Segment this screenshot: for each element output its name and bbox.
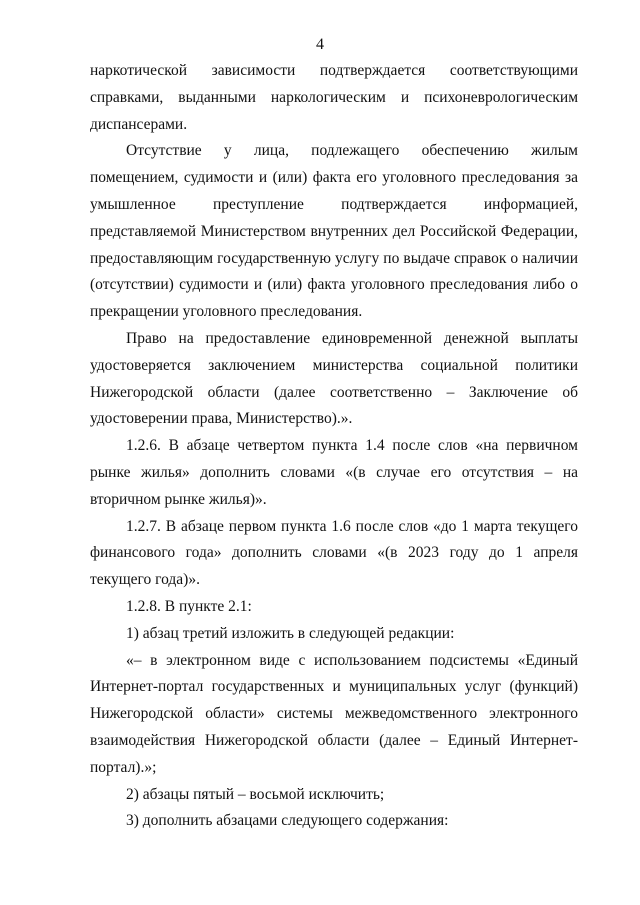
paragraph-criminal-record: Отсутствие у лица, подлежащего обеспечению жилым помещением, судимости и (или) факта его уголовного преследования за умышленное преступление подтверждается информацией, представляемой Министерством внутренних дел Российской Федерации, предоставляющим государственную услугу по выдаче справок о наличии (отсутствии) судимости и (или) факта уголовного преследования либо о прекращении уголовного преследования. xyxy=(90,142,578,321)
paragraph-item-1: 1) абзац третий изложить в следующей редакции: xyxy=(126,624,455,642)
paragraph-item-2: 2) абзацы пятый – восьмой исключить; xyxy=(126,785,385,803)
paragraph-1-2-7: 1.2.7. В абзаце первом пункта 1.6 после слов «до 1 марта текущего финансового года» дополнить словами «(в 2023 году до 1 апреля текущего года)». xyxy=(90,517,578,589)
paragraph-item-3: 3) дополнить абзацами следующего содержания: xyxy=(126,812,449,830)
paragraph-1-2-6: 1.2.6. В абзаце четвертом пункта 1.4 после слов «на первичном рынке жилья» дополнить словами «(в случае его отсутствия – на вторичном рынке жилья)». xyxy=(90,437,578,508)
document-body xyxy=(90,58,578,835)
paragraph-payment-right: Право на предоставление единовременной денежной выплаты удостоверяется заключением министерства социальной политики Нижегородской области (далее соответственно – Заключение об удостоверении права, Министерство).». xyxy=(90,329,578,428)
page-number: 4 xyxy=(316,36,324,53)
paragraph-quoted-text: «– в электронном виде с использованием подсистемы «Единый Интернет-портал государственных и муниципальных услуг (функций) Нижегородской области» системы межведомственного электронного взаимодействия Нижегородской области (далее – Единый Интернет-портал).»; xyxy=(90,651,578,776)
paragraph-continuation: наркотической зависимости подтверждается соответствующими справками, выданными наркологическим и психоневрологическим диспансерами. xyxy=(90,62,578,133)
paragraph-1-2-8: 1.2.8. В пункте 2.1: xyxy=(126,597,252,615)
